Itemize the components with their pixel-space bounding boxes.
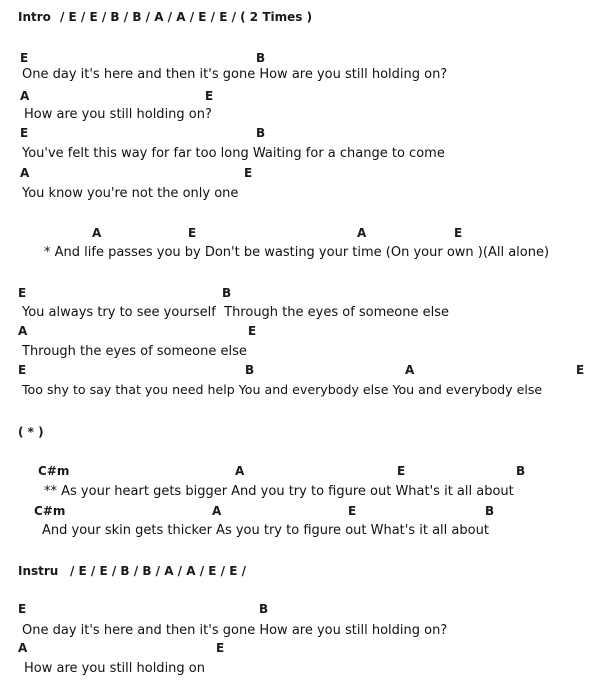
chord: E <box>18 286 27 300</box>
chord: E <box>20 51 29 65</box>
lyric-line: And your skin gets thicker As you try to figure out What's it all about <box>42 523 489 538</box>
chord: A <box>18 324 28 338</box>
chord: B <box>256 126 266 140</box>
chord: C#m <box>34 504 66 518</box>
chord: A <box>212 504 222 518</box>
chord: B <box>245 363 255 377</box>
repeat-chorus-mark: ( * ) <box>18 425 44 439</box>
lyric-line: One day it's here and then it's gone How are you still holding on? <box>22 623 448 638</box>
chord: E <box>18 363 27 377</box>
lyric-line: * And life passes you by Don't be wasting your time (On your own )(All alone) <box>44 245 550 260</box>
chord: B <box>516 464 526 478</box>
chord: A <box>20 166 30 180</box>
chord: E <box>20 126 29 140</box>
chord: E <box>216 641 225 655</box>
lyric-line: One day it's here and then it's gone How are you still holding on? <box>22 67 448 82</box>
lyric-line: ** As your heart gets bigger And you try to figure out What's it all about <box>44 484 514 499</box>
chord: E <box>397 464 406 478</box>
chord: E <box>244 166 253 180</box>
chord: A <box>92 226 102 240</box>
lyric-line: You know you're not the only one <box>22 186 239 201</box>
lyric-line: You always try to see yourself Through the eyes of someone else <box>22 305 449 320</box>
lyric-line: How are you still holding on <box>24 661 205 676</box>
instru-sequence: / E / E / B / B / A / A / E / E / <box>70 564 246 578</box>
chord: E <box>348 504 357 518</box>
chord: A <box>20 89 30 103</box>
lyric-line: Through the eyes of someone else <box>22 344 247 359</box>
chord: E <box>576 363 585 377</box>
chord: B <box>222 286 232 300</box>
chord: E <box>205 89 214 103</box>
chord: C#m <box>38 464 70 478</box>
chord: E <box>248 324 257 338</box>
chord: B <box>485 504 495 518</box>
intro-sequence: / E / E / B / B / A / A / E / E / ( 2 Times ) <box>60 10 313 24</box>
chord: A <box>405 363 415 377</box>
lyric-line: Too shy to say that you need help You and everybody else You and everybody else <box>22 382 543 397</box>
chord: A <box>235 464 245 478</box>
chord: B <box>256 51 266 65</box>
lyric-line: You've felt this way for far too long Waiting for a change to come <box>22 146 445 161</box>
chord: E <box>188 226 197 240</box>
chord: B <box>259 602 269 616</box>
lyric-line: How are you still holding on? <box>24 107 212 122</box>
chord: A <box>18 641 28 655</box>
intro-label: Intro <box>18 10 51 24</box>
chord: E <box>454 226 463 240</box>
instru-label: Instru <box>18 564 59 578</box>
chord: E <box>18 602 27 616</box>
chord: A <box>357 226 367 240</box>
